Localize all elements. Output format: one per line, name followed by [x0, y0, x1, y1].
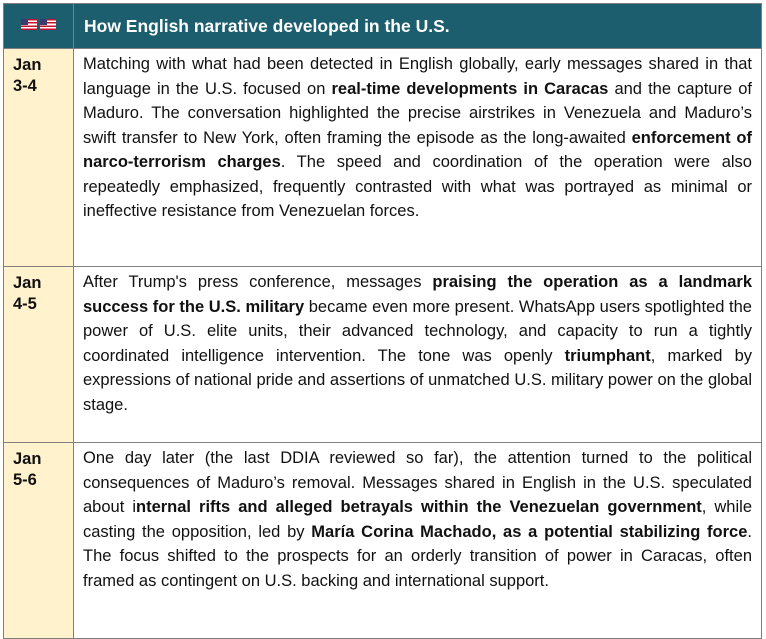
- text-segment: and the capture of Maduro. The conversation highlighted the precise airstrikes in Venezuela and Maduro’s swift transfer to New York, often framing the episode as the long-awaited: [83, 79, 752, 147]
- table-header-row: [4, 4, 762, 49]
- date-month: Jan: [13, 450, 42, 468]
- flags-group: [21, 19, 56, 30]
- date-cell: [4, 443, 74, 639]
- date-cell: [4, 49, 74, 267]
- table-row: [4, 49, 762, 267]
- us-flag-icon: [40, 19, 56, 30]
- text-segment: , marked by expressions of national pride and assertions of unmatched U.S. military power on the global stage.: [83, 346, 752, 414]
- text-segment-bold: enforcement of narco-terrorism charges: [83, 128, 752, 171]
- text-segment-bold: triumphant: [564, 346, 651, 365]
- text-segment-bold: María Corina Machado, as a potential stabilizing force: [311, 522, 748, 541]
- text-segment: . The speed and coordination of the operation were also repeatedly emphasized, frequently contrasted with what was portrayed as minimal or ineffective resistance from Venezuelan forces.: [83, 153, 752, 220]
- flags-cell: [4, 4, 74, 49]
- narrative-text: [74, 49, 762, 267]
- table-row: [4, 443, 762, 639]
- date-cell: [4, 267, 74, 443]
- date-range: 3-4: [13, 77, 37, 95]
- date-month: Jan: [13, 274, 42, 292]
- table-row: [4, 267, 762, 443]
- narrative-text: [74, 267, 762, 443]
- narrative-text: [74, 443, 762, 639]
- date-range: 4-5: [13, 295, 37, 313]
- narrative-table: [3, 3, 762, 639]
- text-segment-bold: real-time developments in Caracas: [331, 79, 609, 98]
- text-segment: Matching with what had been detected in English globally, early messages shared in that language in the U.S. focused on: [83, 55, 752, 98]
- text-segment: became even more present. WhatsApp users spotlighted the power of U.S. elite units, their advanced technology, and capacity to run a tightly coordinated intelligence intervention. The tone was openly: [83, 297, 752, 365]
- date-month: Jan: [13, 56, 42, 74]
- date-range: 5-6: [13, 471, 37, 489]
- us-flag-icon: [21, 19, 37, 30]
- table-title: How English narrative developed in the U.S.: [74, 4, 762, 49]
- text-segment: One day later (the last DDIA reviewed so far), the attention turned to the political consequences of Maduro’s removal. Messages shared in English in the U.S. speculated about i: [83, 449, 752, 516]
- text-segment-bold: praising the operation as a landmark success for the U.S. military: [83, 273, 752, 316]
- text-segment-bold: nternal rifts and alleged betrayals within the Venezuelan government: [136, 498, 702, 516]
- text-segment: , while casting the opposition, led by: [83, 498, 752, 541]
- text-segment: After Trump's press conference, messages: [83, 273, 433, 291]
- text-segment: . The focus shifted to the prospects for an orderly transition of power in Caracas, often framed as contingent on U.S. backing and international support.: [83, 522, 752, 590]
